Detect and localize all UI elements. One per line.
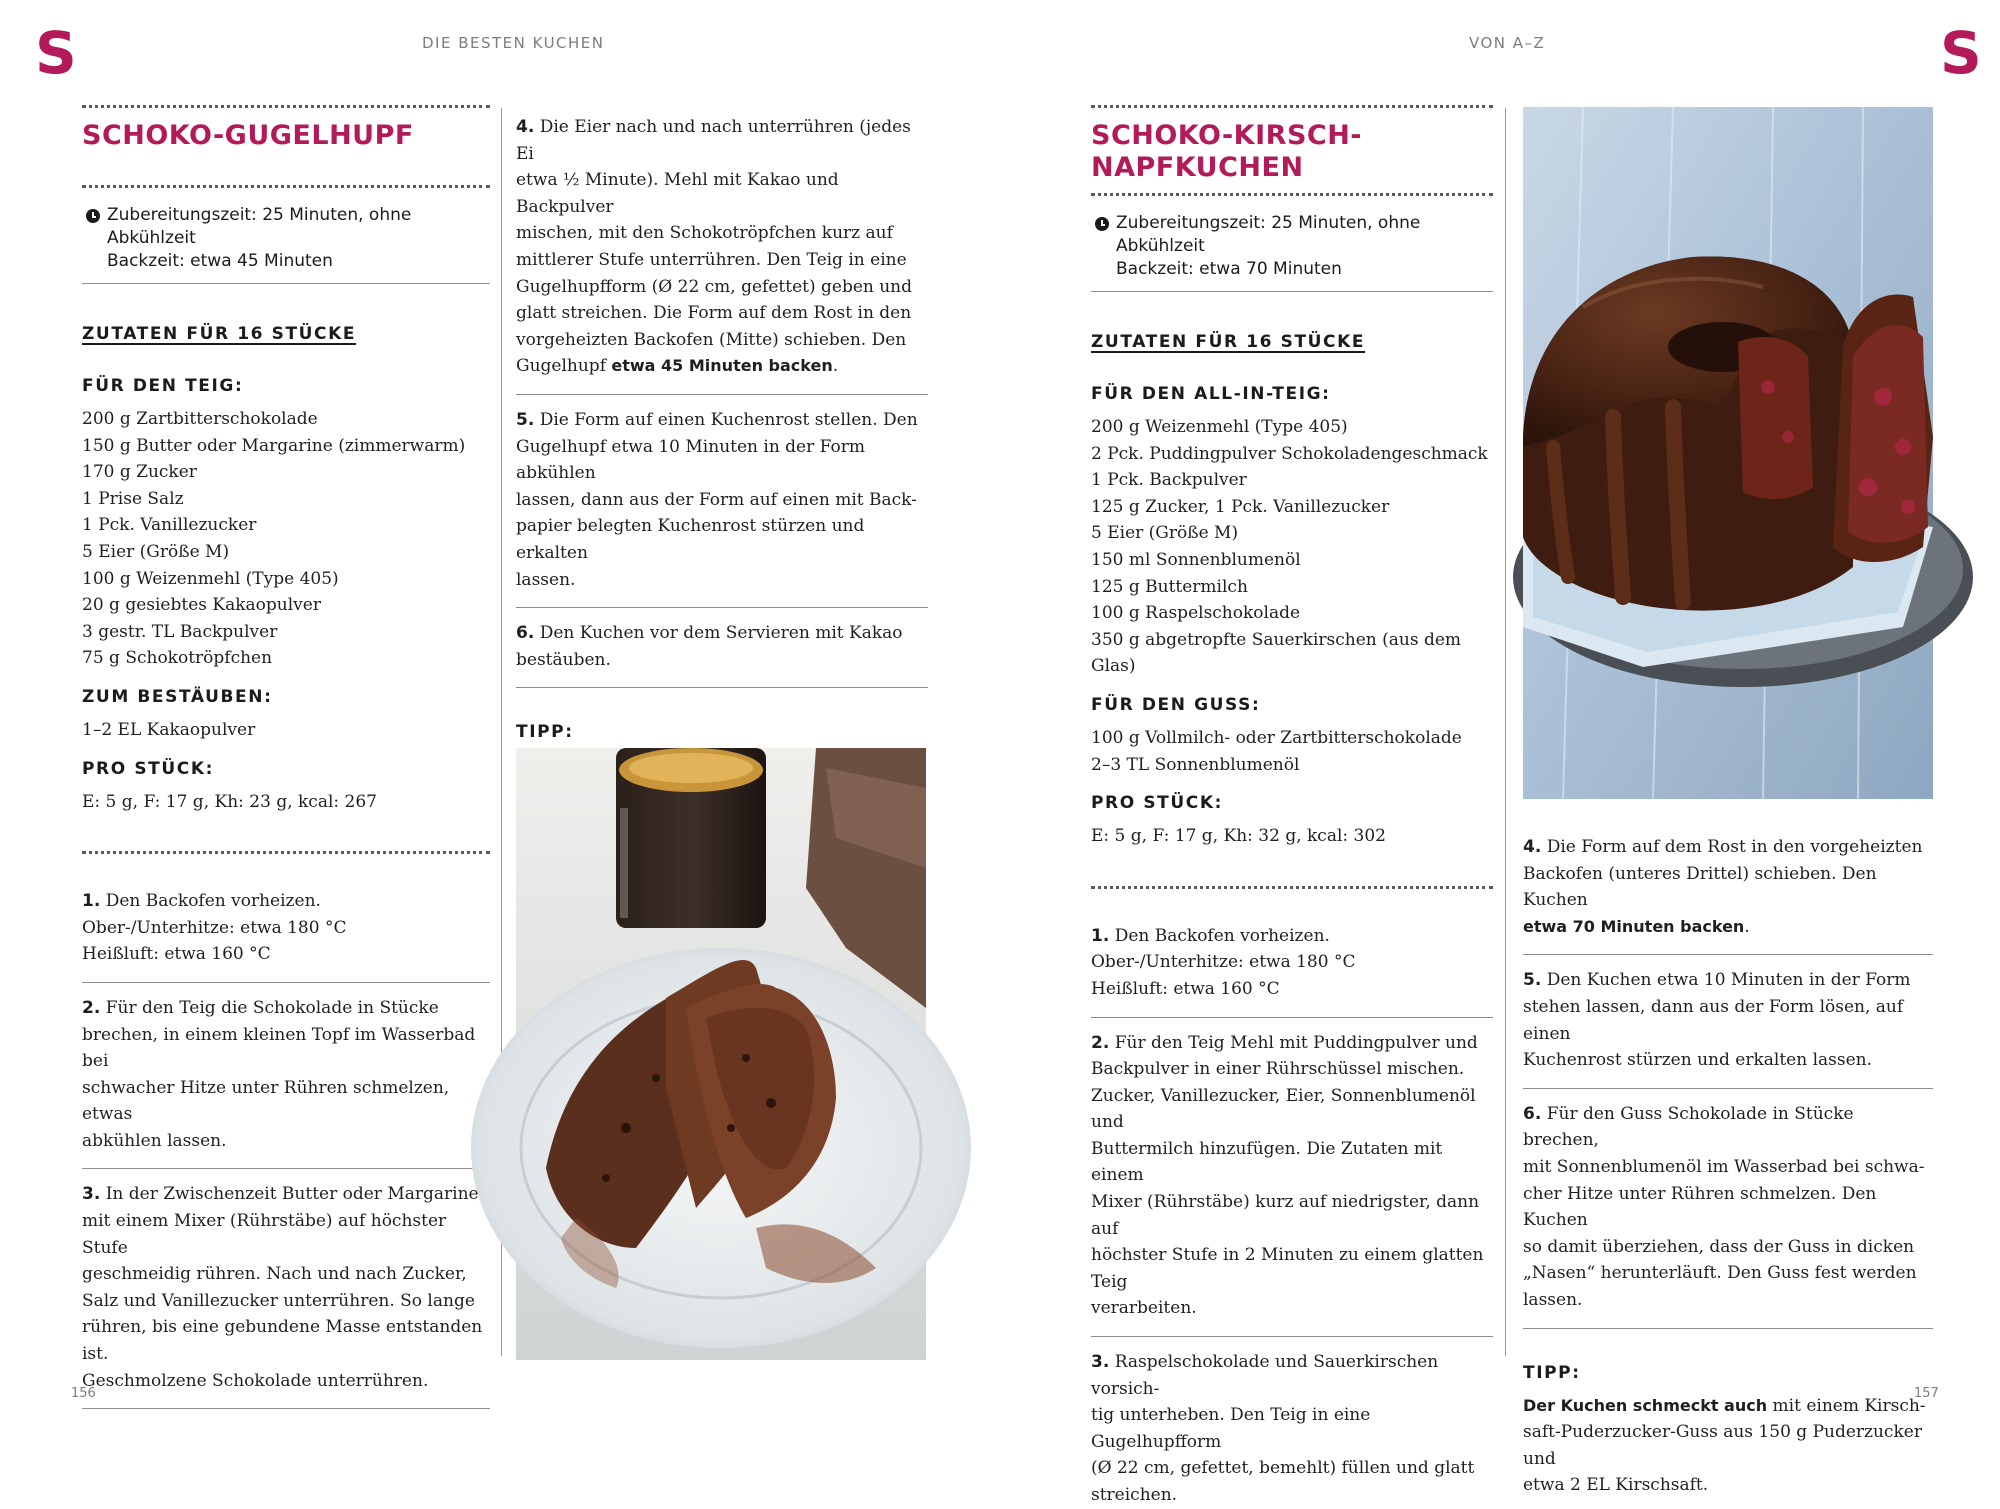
- tip-text: Der Kuchen schmeckt auch mit einem Kirsch- saft-Puderzucker-Guss aus 150 g Puderzucker und etwa 2 EL Kirschsaft.: [1523, 1395, 1926, 1496]
- ingredient: 1 Pck. Vanillezucker: [82, 515, 257, 536]
- left-recipe-column-2: [516, 114, 928, 859]
- step-2: 2. Für den Teig Mehl mit Puddingpulver und Backpulver in einer Rührschüssel mischen. Zucker, Vanillezucker, Eier, Sonnenblumenöl und Buttermilch hinzufügen. Die Zutaten mit einem Mixer (Rührstäbe) kurz auf niedrigster, dann auf höchster Stufe in 2 Minuten zu einem glatten Teig verarbeiten.: [1091, 1032, 1484, 1319]
- schoko-kirsch-napfkuchen-photo: [1523, 107, 1933, 799]
- running-head-left: DIE BESTEN KUCHEN: [422, 34, 605, 52]
- divider: [516, 394, 928, 395]
- clock-icon: [86, 209, 100, 223]
- step-6: 6. Für den Guss Schokolade in Stücke brechen, mit Sonnenblumenöl im Wasserbad bei schwa- cher Hitze unter Rühren schmelzen. Den Kuchen so damit überziehen, dass der Guss in dicken „Nasen“ herunterläuft. Den Guss fest werden lassen.: [1523, 1103, 1925, 1310]
- tip-heading: TIPP:: [1523, 1362, 1581, 1383]
- ingredient: 3 gestr. TL Backpulver: [82, 621, 278, 642]
- ingredient: 75 g Schokotröpfchen: [82, 648, 273, 669]
- divider: [82, 1168, 490, 1169]
- divider: [82, 283, 490, 284]
- ingredient: 350 g abgetropfte Sauerkirschen (aus dem Glas): [1091, 629, 1462, 677]
- section-letter-left: S: [35, 19, 77, 87]
- divider: [1523, 1088, 1933, 1089]
- ingredient: 1 Pck. Backpulver: [1091, 470, 1247, 491]
- dusting-heading: ZUM BESTÄUBEN:: [82, 686, 273, 707]
- step-6: 6. Den Kuchen vor dem Servieren mit Kakao bestäuben.: [516, 623, 903, 670]
- glaze-ingredients: [1091, 725, 1493, 778]
- ingredient: 100 g Raspelschokolade: [1091, 603, 1301, 624]
- tip-heading: TIPP:: [516, 722, 574, 743]
- ingredient: 200 g Zartbitterschokolade: [82, 409, 318, 429]
- recipe-title: SCHOKO-KIRSCH- NAPFKUCHEN: [1091, 120, 1363, 183]
- gugelhupf-slice-photo: [516, 748, 926, 1360]
- divider: [1091, 291, 1493, 292]
- ingredient: 2 Pck. Puddingpulver Schokoladengeschmack: [1091, 443, 1488, 464]
- step-1: 1. Den Backofen vorheizen. Ober-/Unterhitze: etwa 180 °C Heißluft: etwa 160 °C: [82, 891, 347, 965]
- bake-time: Backzeit: etwa 45 Minuten: [107, 251, 333, 271]
- dough-heading: FÜR DEN TEIG:: [82, 376, 244, 396]
- ingredient: 1 Prise Salz: [82, 488, 184, 509]
- divider: [82, 982, 490, 983]
- prep-time: Zubereitungszeit: 25 Minuten, ohne Abkühlzeit: [1116, 213, 1421, 256]
- step-4: 4. Die Eier nach und nach unterrühren (jedes Ei etwa ½ Minute). Mehl mit Kakao und Backpulver mischen, mit den Schokotröpfchen kurz auf mittlerer Stufe unterrühren. Den Teig in eine Gugelhupfform (Ø 22 cm, gefettet) geben und glatt streichen. Die Form auf dem Rost in den vorgeheizten Backofen (Mitte) schieben. Den Gugelhupf etwa 45 Minuten backen.: [516, 117, 913, 377]
- ingredient: 5 Eier (Größe M): [1091, 523, 1239, 544]
- running-head-right: VON A–Z: [1469, 34, 1546, 52]
- time-info: [82, 188, 490, 283]
- ingredient: 20 g gesiebtes Kakaopulver: [82, 595, 321, 616]
- ingredient: 170 g Zucker: [82, 462, 197, 483]
- left-recipe-column-1: [82, 105, 490, 1409]
- ingredient: 125 g Zucker, 1 Pck. Vanillezucker: [1091, 496, 1390, 517]
- nutrition-values: E: 5 g, F: 17 g, Kh: 23 g, kcal: 267: [82, 791, 377, 812]
- step-5: 5. Den Kuchen etwa 10 Minuten in der Form stehen lassen, dann aus der Form lösen, auf einen Kuchenrost stürzen und erkalten lassen.: [1523, 970, 1911, 1071]
- dough-heading: FÜR DEN ALL-IN-TEIG:: [1091, 384, 1331, 404]
- glaze-heading: FÜR DEN GUSS:: [1091, 694, 1261, 715]
- ingredient: 100 g Vollmilch- oder Zartbitterschokolade: [1091, 727, 1462, 748]
- prep-time: Zubereitungszeit: 25 Minuten, ohne Abkühlzeit: [107, 205, 412, 248]
- ingredient: 100 g Weizenmehl (Type 405): [82, 568, 339, 589]
- divider: [1091, 1336, 1493, 1337]
- divider: [82, 851, 490, 854]
- bake-time: Backzeit: etwa 70 Minuten: [1116, 259, 1342, 279]
- step-5: 5. Die Form auf einen Kuchenrost stellen. Den Gugelhupf etwa 10 Minuten in der Form abkühlen lassen, dann aus der Form auf einen mit Back- papier belegten Kuchenrost stürzen und erkalten lassen.: [516, 409, 918, 590]
- ingredient: 1–2 EL Kakaopulver: [82, 719, 256, 740]
- right-recipe-column-1: [1091, 105, 1493, 1509]
- section-letter-right: S: [1940, 19, 1982, 87]
- dough-ingredients: [1091, 414, 1493, 680]
- divider: [516, 687, 928, 688]
- ingredient: 200 g Weizenmehl (Type 405): [1091, 417, 1348, 437]
- step-3: 3. Raspelschokolade und Sauerkirschen vorsich- tig unterheben. Den Teig in eine Gugelhupfform (Ø 22 cm, gefettet, bemehlt) füllen und glatt streichen.: [1091, 1352, 1475, 1505]
- servings-heading: ZUTATEN FÜR 16 STÜCKE: [82, 324, 357, 344]
- recipe-title: SCHOKO-GUGELHUPF: [82, 120, 414, 151]
- nutrition-heading: PRO STÜCK:: [82, 758, 215, 779]
- nutrition-heading: PRO STÜCK:: [1091, 793, 1224, 814]
- ingredient: 5 Eier (Größe M): [82, 541, 230, 562]
- right-recipe-column-2: [1523, 834, 1933, 1499]
- divider: [1091, 1017, 1493, 1018]
- column-divider: [1505, 108, 1506, 1356]
- ingredient: 150 g Butter oder Margarine (zimmerwarm): [82, 435, 466, 456]
- divider: [1523, 1328, 1933, 1329]
- time-info: [1091, 196, 1493, 291]
- servings-heading: ZUTATEN FÜR 16 STÜCKE: [1091, 332, 1366, 352]
- page-number-right: 157: [1914, 1386, 1939, 1401]
- divider: [1523, 954, 1933, 955]
- page-number-left: 156: [71, 1386, 96, 1401]
- ingredient: 150 ml Sonnenblumenöl: [1091, 549, 1301, 570]
- ingredient: 125 g Buttermilch: [1091, 576, 1248, 597]
- step-1: 1. Den Backofen vorheizen. Ober-/Unterhitze: etwa 180 °C Heißluft: etwa 160 °C: [1091, 925, 1356, 999]
- step-4: 4. Die Form auf dem Rost in den vorgeheizten Backofen (unteres Drittel) schieben. Den Kuchen etwa 70 Minuten backen.: [1523, 837, 1923, 937]
- divider: [82, 1408, 490, 1409]
- step-2: 2. Für den Teig die Schokolade in Stücke brechen, in einem kleinen Topf im Wasserbad bei schwacher Hitze unter Rühren schmelzen, etwas abkühlen lassen.: [82, 997, 476, 1151]
- dough-ingredients: [82, 406, 490, 672]
- nutrition-values: E: 5 g, F: 17 g, Kh: 32 g, kcal: 302: [1091, 826, 1386, 847]
- ingredient: 2–3 TL Sonnenblumenöl: [1091, 754, 1300, 775]
- divider: [516, 607, 928, 608]
- dusting-ingredients: [82, 717, 490, 744]
- step-3: 3. In der Zwischenzeit Butter oder Margarine mit einem Mixer (Rührstäbe) auf höchster Stufe geschmeidig rühren. Nach und nach Zucker, Salz und Vanillezucker unterrühren. So lange rühren, bis eine gebundene Masse entstanden ist. Geschmolzene Schokolade unterrühren.: [82, 1184, 483, 1391]
- divider: [1091, 886, 1493, 889]
- clock-icon: [1095, 217, 1109, 231]
